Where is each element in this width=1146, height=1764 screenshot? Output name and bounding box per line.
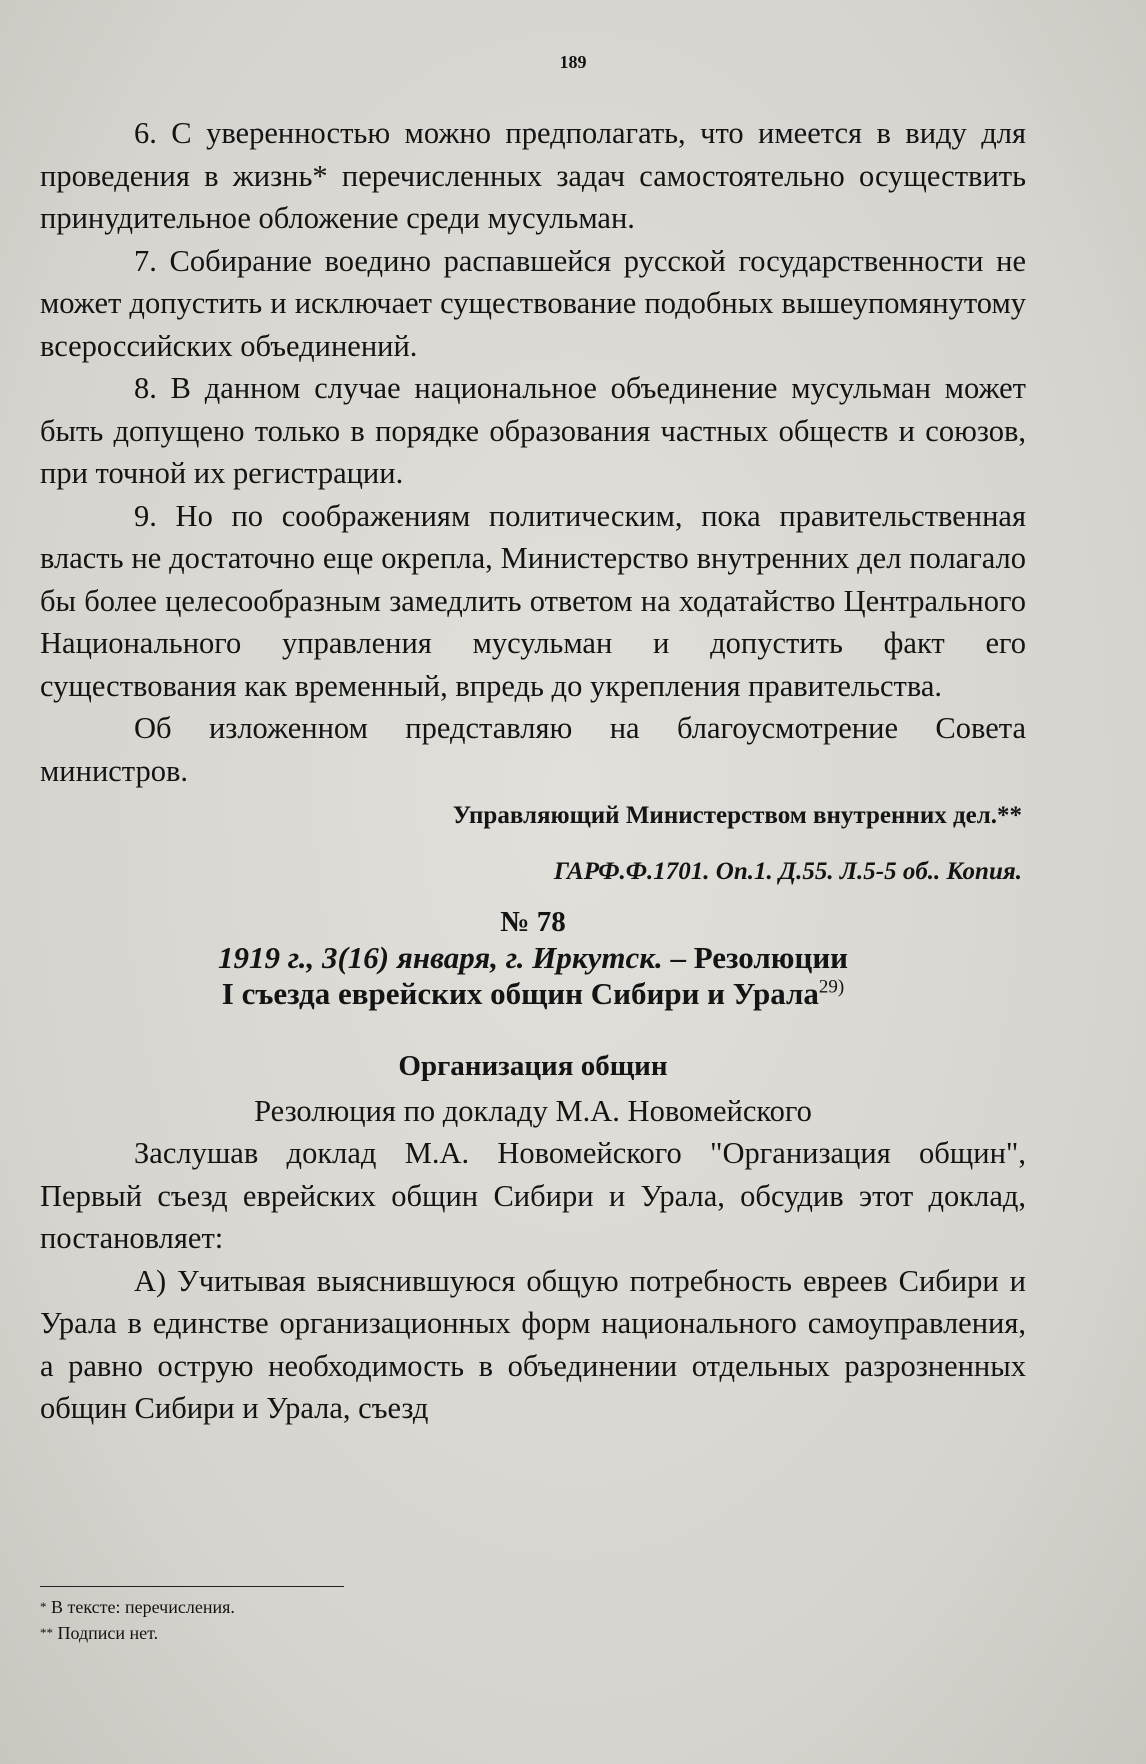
closing-paragraph: Об изложенном представляю на благоусмотрение Совета министров.	[40, 711, 1026, 788]
page-number: 189	[559, 52, 587, 72]
document-number: № 78	[500, 906, 566, 938]
document-title-line-1	[40, 940, 1026, 976]
footnote-divider	[40, 1586, 344, 1587]
paragraph-8: 8. В данном случае национальное объединение мусульман может быть допущено только в порядке образования частных обществ и союзов, при точной их регистрации.	[40, 371, 1026, 490]
body-text	[40, 112, 1026, 1430]
footnote-mark: *	[40, 1599, 47, 1614]
paragraph-9: 9. Но по соображениям политическим, пока правительственная власть не достаточно еще окрепла, Министерство внутренних дел полагало бы более целесообразным замедлить ответом на ходатайство Центрального Национального управления мусульман и допустить факт его существования как временный, впредь до укрепления правительства.	[40, 498, 1026, 703]
footnote-1: * В тексте: перечисления.	[40, 1597, 235, 1617]
footnote-mark: **	[40, 1625, 53, 1640]
section-title: Организация общин	[398, 1050, 668, 1082]
footnotes	[40, 1594, 940, 1646]
paragraph-6: 6. С уверенностью можно предполагать, что имеется в виду для проведения в жизнь* перечисленных задач самостоятельно осуществить принудительное обложение среди мусульман.	[40, 116, 1026, 235]
archive-reference: ГАРФ.Ф.1701. Оп.1. Д.55. Л.5-5 об.. Копия.	[553, 858, 1022, 885]
section-subtitle: Резолюция по докладу М.А. Новомейского	[254, 1094, 812, 1128]
endnote-marker: 29)	[818, 976, 845, 998]
footnote-2: ** Подписи нет.	[40, 1623, 159, 1643]
document-title	[40, 940, 1026, 1012]
paragraph-7: 7. Собирание воедино распавшейся русской государственности не может допустить и исключает существование подобных вышеупомянутому всероссийских объединений.	[40, 243, 1026, 363]
paragraph-resolution-intro: Заслушав доклад М.А. Новомейского "Организация общин", Первый съезд еврейских общин Сибири и Урала, обсудив этот доклад, постановляет:	[40, 1136, 1026, 1255]
signature-line: Управляющий Министерством внутренних дел.**	[452, 802, 1022, 829]
paragraph-resolution-a: А) Учитывая выяснившуюся общую потребность евреев Сибири и Урала в единстве организационных форм национального самоуправления, а равно острую необходимость в объединении отдельных разрозненных общин Сибири и Урала, съезд	[40, 1263, 1026, 1425]
document-title-line-2: I съезда еврейских общин Сибири и Урала$^{29)}$	[221, 976, 845, 1011]
document-title-kind: – Резолюции	[662, 940, 849, 975]
document-date-place: 1919 г., 3(16) января, г. Иркутск.	[217, 940, 663, 975]
